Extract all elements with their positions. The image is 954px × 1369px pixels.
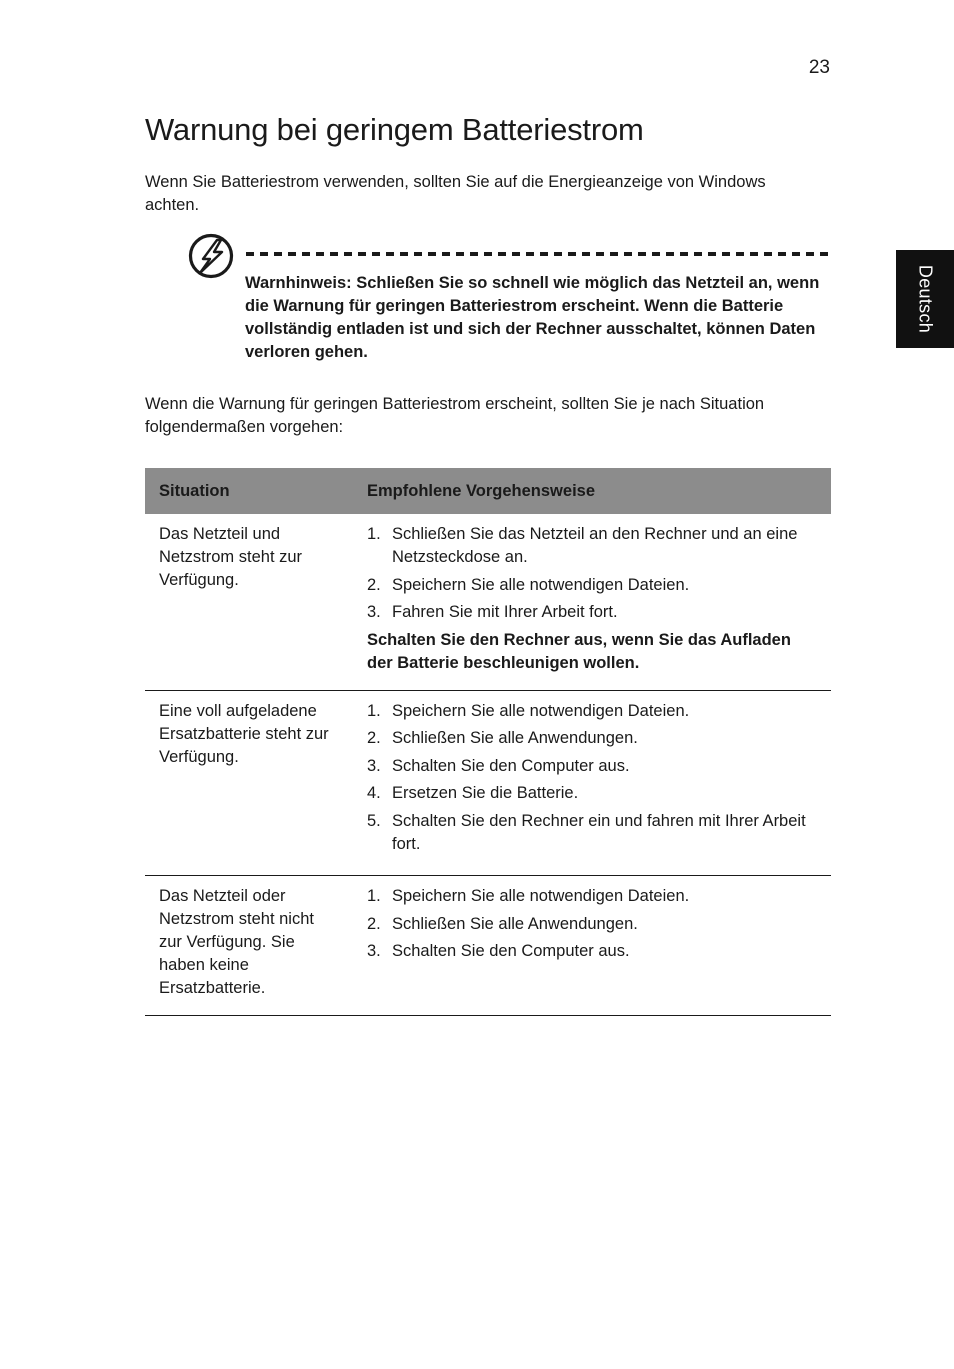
steps-list xyxy=(367,885,817,963)
step-item xyxy=(367,810,817,856)
situation-cell: Das Netzteil oder Netzstrom steht nicht zur Verfügung. Sie haben keine Ersatzbatterie. xyxy=(145,876,353,1016)
warning-divider xyxy=(246,252,831,256)
language-tab-label: Deutsch xyxy=(915,264,936,334)
step-text: Schalten Sie den Rechner ein und fahren mit Ihrer Arbeit fort. xyxy=(392,811,806,853)
steps-cell xyxy=(353,876,831,1016)
table-row xyxy=(145,876,831,1016)
step-text: Schalten Sie den Computer aus. xyxy=(392,756,630,775)
step-text: Speichern Sie alle notwendigen Dateien. xyxy=(392,575,690,594)
step-item xyxy=(367,727,817,750)
step-number: 2. xyxy=(367,575,381,594)
step-number: 3. xyxy=(367,942,381,960)
warning-text: Warnhinweis: Schließen Sie so schnell wie möglich das Netzteil an, wenn die Warnung für geringen Batteriestrom erscheint. Wenn die Batterie vollständig entladen ist und sich der Rechner ausschaltet, können Daten verloren gehen. xyxy=(245,274,820,361)
language-tab xyxy=(896,250,954,348)
lead-paragraph: Wenn die Warnung für geringen Batteriestrom erscheint, sollten Sie je nach Situation folgendermaßen vorgehen: xyxy=(145,395,765,436)
step-number: 1. xyxy=(367,887,381,905)
steps-list xyxy=(367,700,817,856)
step-text: Schalten Sie den Computer aus. xyxy=(392,942,630,960)
step-item xyxy=(367,601,817,624)
step-item xyxy=(367,574,817,597)
step-text: Speichern Sie alle notwendigen Dateien. xyxy=(392,701,690,720)
situation-cell: Das Netzteil und Netzstrom steht zur Verfügung. xyxy=(145,514,353,690)
step-number: 2. xyxy=(367,729,381,747)
step-item xyxy=(367,700,817,723)
table-row xyxy=(145,514,831,690)
step-text: Schließen Sie das Netzteil an den Rechner und an eine Netzsteckdose an. xyxy=(392,525,798,566)
step-text: Speichern Sie alle notwendigen Dateien. xyxy=(392,887,690,905)
step-text: Fahren Sie mit Ihrer Arbeit fort. xyxy=(392,603,618,621)
step-item xyxy=(367,782,817,805)
page-title: Warnung bei geringem Batteriestrom xyxy=(145,112,644,147)
step-number: 3. xyxy=(367,603,381,621)
situation-cell: Eine voll aufgeladene Ersatzbatterie steht zur Verfügung. xyxy=(145,690,353,876)
step-number: 1. xyxy=(367,701,381,720)
step-item xyxy=(367,885,817,908)
step-text: Schließen Sie alle Anwendungen. xyxy=(392,729,638,747)
intro-paragraph: Wenn Sie Batteriestrom verwenden, sollten Sie auf die Energieanzeige von Windows achten. xyxy=(145,173,766,214)
step-number: 4. xyxy=(367,784,381,802)
step-number: 3. xyxy=(367,756,381,775)
step-item xyxy=(367,755,817,778)
step-note: Schalten Sie den Rechner aus, wenn Sie das Aufladen der Batterie beschleunigen wollen. xyxy=(367,630,791,672)
step-item xyxy=(367,523,817,569)
table-header-row xyxy=(145,468,831,514)
header-recommendation: Empfohlene Vorgehensweise xyxy=(353,468,831,514)
steps-list xyxy=(367,523,817,624)
step-item xyxy=(367,913,817,936)
step-text: Schließen Sie alle Anwendungen. xyxy=(392,914,638,933)
step-text: Ersetzen Sie die Batterie. xyxy=(392,784,579,802)
step-number: 2. xyxy=(367,914,381,933)
actions-table xyxy=(145,468,831,1016)
lightning-warning-icon xyxy=(188,233,234,279)
header-situation: Situation xyxy=(145,468,353,514)
steps-cell xyxy=(353,514,831,690)
table-row xyxy=(145,690,831,876)
page-number: 23 xyxy=(808,57,830,78)
step-item xyxy=(367,940,817,963)
step-number: 1. xyxy=(367,525,381,543)
steps-cell xyxy=(353,690,831,876)
step-number: 5. xyxy=(367,811,381,830)
